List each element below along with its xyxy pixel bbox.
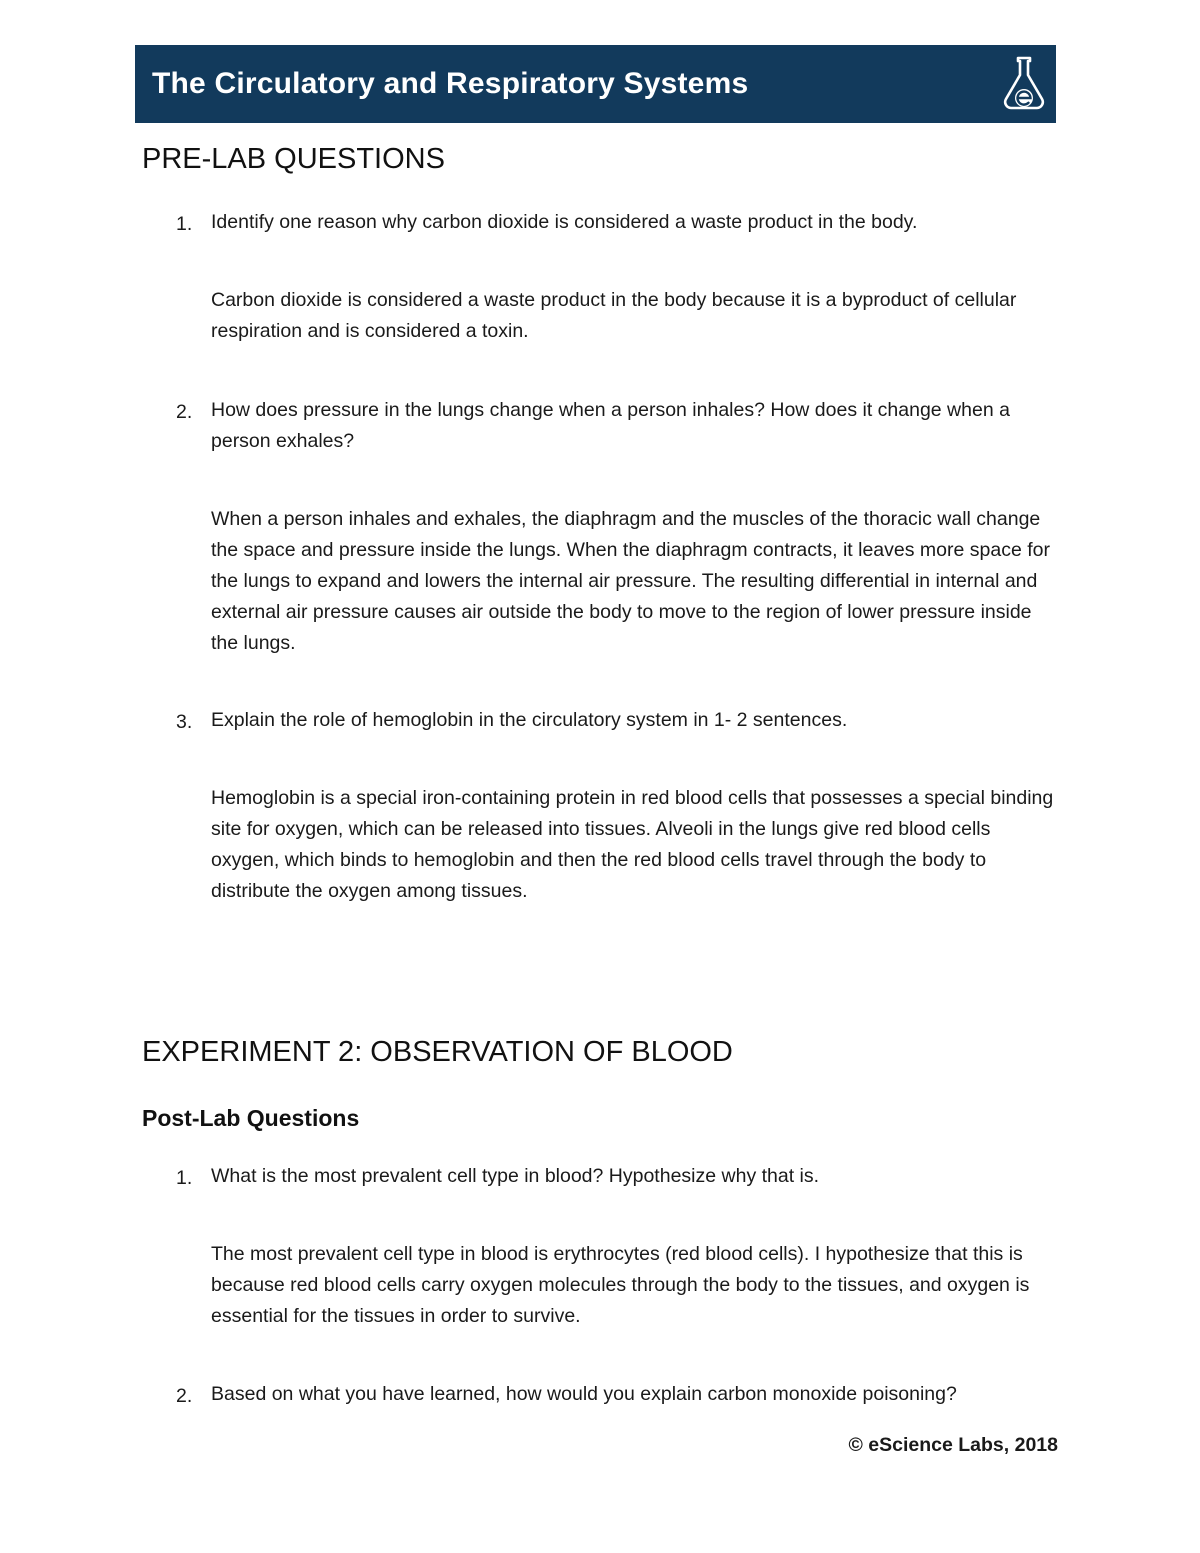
prelab-q3-question: Explain the role of hemoglobin in the circulatory system in 1- 2 sentences.	[211, 709, 848, 731]
header-banner	[135, 45, 1056, 123]
copyright-footer: © eScience Labs, 2018	[848, 1434, 1058, 1456]
postlab-subheading: Post-Lab Questions	[142, 1105, 360, 1131]
prelab-heading: PRE-LAB QUESTIONS	[142, 143, 445, 175]
postlab-q1-answer: The most prevalent cell type in blood is erythrocytes (red blood cells). I hypothesize that this is because red blood cells carry oxygen molecules through the body to the tissues, and oxygen is essential for the tissues in order to survive.	[211, 1243, 1030, 1327]
postlab-q1-question: What is the most prevalent cell type in blood? Hypothesize why that is.	[211, 1165, 820, 1187]
flask-e-logo-icon	[1002, 54, 1046, 114]
prelab-q3-number: 3.	[176, 711, 193, 733]
postlab-q2-question: Based on what you have learned, how would you explain carbon monoxide poisoning?	[211, 1383, 957, 1405]
prelab-q3-answer: Hemoglobin is a special iron-containing protein in red blood cells that possesses a special binding site for oxygen, which can be released into tissues. Alveoli in the lungs give red blood cells oxygen, which binds to hemoglobin and then the red blood cells travel through the body to distribute the oxygen among tissues.	[211, 787, 1054, 902]
postlab-q1-number: 1.	[176, 1167, 193, 1189]
prelab-q2-answer: When a person inhales and exhales, the diaphragm and the muscles of the thoracic wall change the space and pressure inside the lungs. When the diaphragm contracts, it leaves more space for the lungs to expand and lowers the internal air pressure. The resulting differential in internal and external air pressure causes air outside the body to move to the region of lower pressure inside the lungs.	[211, 508, 1050, 654]
prelab-q1-number: 1.	[176, 213, 193, 235]
prelab-q1-question: Identify one reason why carbon dioxide is considered a waste product in the body.	[211, 211, 918, 233]
experiment-heading: EXPERIMENT 2: OBSERVATION OF BLOOD	[142, 1036, 733, 1068]
document-title: The Circulatory and Respiratory Systems	[152, 67, 749, 100]
prelab-q2-number: 2.	[176, 401, 193, 423]
prelab-q1-answer: Carbon dioxide is considered a waste product in the body because it is a byproduct of cellular respiration and is considered a toxin.	[211, 289, 1017, 342]
postlab-q2-number: 2.	[176, 1385, 193, 1407]
prelab-q2-question: How does pressure in the lungs change when a person inhales? How does it change when a person exhales?	[211, 399, 1010, 452]
